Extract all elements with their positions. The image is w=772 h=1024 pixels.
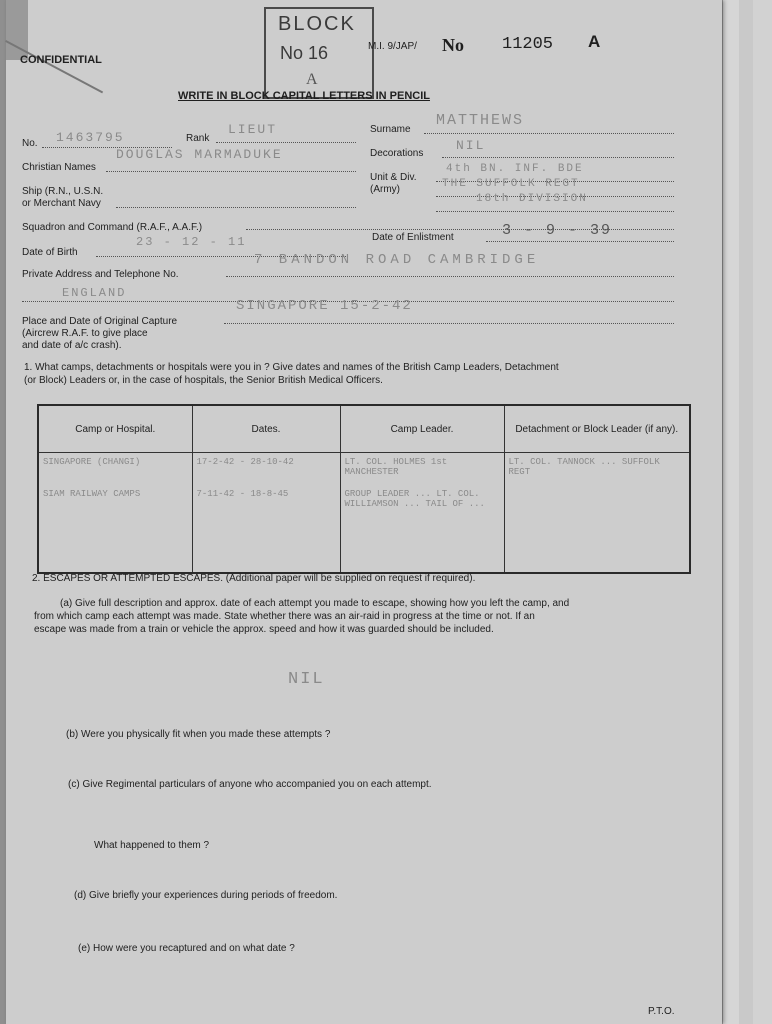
form-suffix: A <box>588 32 601 51</box>
ref-code: M.I. 9/JAP/ <box>368 41 417 52</box>
unit-value-1: 4th BN. INF. BDE <box>446 163 584 175</box>
table-cell: LT. COL. TANNOCK ... SUFFOLK REGT <box>508 457 660 477</box>
decorations-line <box>442 157 674 158</box>
table-cell: SIAM RAILWAY CAMPS <box>43 489 141 499</box>
christian-line <box>106 171 356 172</box>
table-cell: SINGAPORE (CHANGI) <box>43 457 141 467</box>
camps-table <box>37 404 691 574</box>
form-number: 11205 <box>502 35 554 54</box>
dob-label: Date of Birth <box>22 247 78 258</box>
pto-label: P.T.O. <box>648 1006 675 1017</box>
unit-value-2: THE SUFFOLK REGT <box>442 178 580 190</box>
column-header-camp-leader: Camp Leader. <box>340 405 504 453</box>
paper-stack-back-1 <box>722 0 739 1024</box>
address-value-2: ENGLAND <box>62 286 127 300</box>
confidential-label: CONFIDENTIAL <box>20 54 102 66</box>
unit-label-2: (Army) <box>370 184 400 195</box>
instruction-heading: WRITE IN BLOCK CAPITAL LETTERS IN PENCIL <box>178 90 430 102</box>
question-1-line-2: (or Block) Leaders or, in the case of hospitals, the Senior British Medical Officers. <box>24 375 383 386</box>
ship-line <box>116 207 356 208</box>
rank-line <box>216 142 356 143</box>
capture-line <box>224 323 674 324</box>
address-label: Private Address and Telephone No. <box>22 269 179 280</box>
question-2a-line-2: from which camp each attempt was made. State whether there was an air-raid in progress at the time or not. If an <box>34 611 535 622</box>
unit-value-3: 18th DIVISION <box>476 193 588 205</box>
question-2c: (c) Give Regimental particulars of anyone who accompanied you on each attempt. <box>68 779 432 790</box>
enlistment-line <box>486 241 674 242</box>
stamp-line-1: BLOCK <box>278 13 356 35</box>
tie-string <box>5 40 103 93</box>
address-value: 7 BANDON ROAD CAMBRIDGE <box>254 252 540 268</box>
question-2a-answer: NIL <box>288 670 325 689</box>
unit-line-3 <box>436 211 674 212</box>
question-1-line-1: 1. What camps, detachments or hospitals were you in ? Give dates and names of the British Camp Leaders, Detachment <box>24 362 559 373</box>
rank-label: Rank <box>186 133 210 144</box>
column-header-detachment-leader: Detachment or Block Leader (if any). <box>504 405 690 453</box>
rank-value: LIEUT <box>228 122 278 137</box>
surname-line <box>424 133 674 134</box>
stamp-line-2: No 16 <box>280 43 329 63</box>
column-header-camp: Camp or Hospital. <box>38 405 192 453</box>
capture-value: SINGAPORE 15-2-42 <box>236 298 413 314</box>
surname-value: MATTHEWS <box>436 112 525 129</box>
question-2e: (e) How were you recaptured and on what date ? <box>78 943 295 954</box>
christian-value: DOUGLAS MARMADUKE <box>116 147 283 162</box>
form-page <box>6 0 722 1024</box>
christian-label: Christian Names <box>22 162 96 173</box>
table-header-row <box>38 405 690 453</box>
decorations-label: Decorations <box>370 148 424 159</box>
capture-label-3: and date of a/c crash). <box>22 340 122 351</box>
decorations-value: NIL <box>456 138 486 153</box>
question-2c-followup: What happened to them ? <box>94 840 210 851</box>
no-field-label: No. <box>22 138 38 149</box>
question-2d: (d) Give briefly your experiences during periods of freedom. <box>74 890 338 901</box>
enlistment-value: 3 - 9 - 39 <box>502 222 613 239</box>
table-row <box>38 453 690 574</box>
table-cell: 17-2-42 - 28-10-42 <box>196 457 294 467</box>
question-2b: (b) Were you physically fit when you made these attempts ? <box>66 729 331 740</box>
ship-label-2: or Merchant Navy <box>22 198 101 209</box>
unit-label: Unit & Div. <box>370 172 417 183</box>
table-cell: LT. COL. HOLMES 1st MANCHESTER <box>344 457 448 477</box>
surname-label: Surname <box>370 124 411 135</box>
dob-value: 23 - 12 - 11 <box>136 235 247 249</box>
address-line-1 <box>226 276 674 277</box>
no-value: 1463795 <box>56 130 125 145</box>
ship-label: Ship (R.N., U.S.N. <box>22 186 104 197</box>
question-2-title: 2. ESCAPES OR ATTEMPTED ESCAPES. (Additional paper will be supplied on request if required). <box>32 573 476 584</box>
squadron-label: Squadron and Command (R.A.F., A.A.F.) <box>22 222 203 233</box>
table-cell: 7-11-42 - 18-8-45 <box>196 489 289 499</box>
question-2a-line-3: escape was made from a train or vehicle the approx. speed and how it was guarded should be included. <box>34 624 494 635</box>
no-label: No <box>442 35 464 55</box>
capture-label: Place and Date of Original Capture <box>22 316 178 327</box>
question-2a-line-1: (a) Give full description and approx. date of each attempt you made to escape, showing how you left the camp, and <box>60 598 570 609</box>
block-stamp <box>264 7 374 99</box>
column-header-dates: Dates. <box>192 405 340 453</box>
stamp-line-3: A <box>306 71 318 88</box>
table-cell: GROUP LEADER ... LT. COL. WILLIAMSON ... TAIL OF ... <box>344 489 485 509</box>
capture-label-2: (Aircrew R.A.F. to give place <box>22 328 148 339</box>
enlistment-label: Date of Enlistment <box>372 232 454 243</box>
